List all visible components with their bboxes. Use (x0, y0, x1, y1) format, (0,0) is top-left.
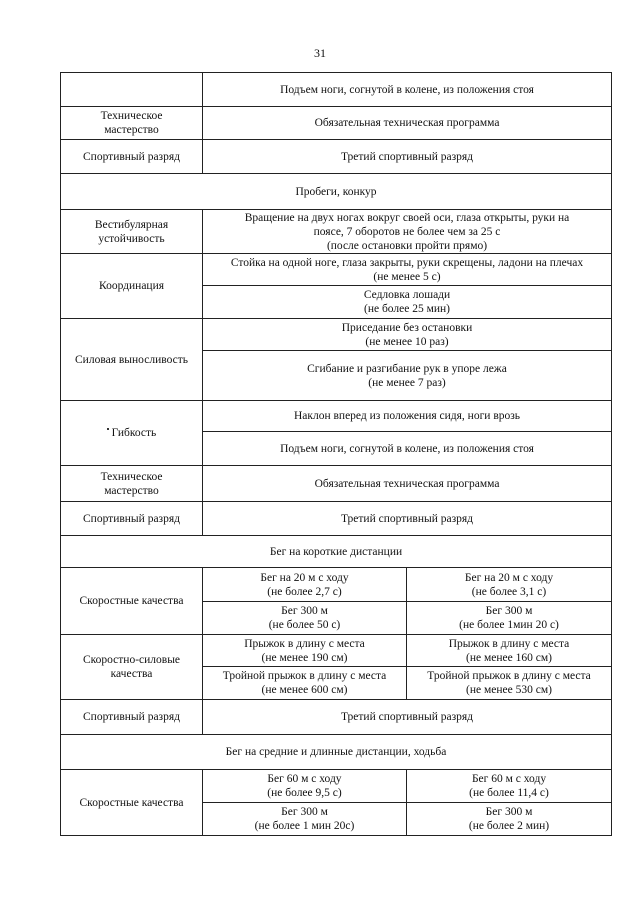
exercise-cell: Подъем ноги, согнутой в колене, из положения стоя (203, 432, 612, 466)
category-label: мастерство (104, 124, 159, 136)
stray-mark (107, 428, 109, 430)
category-cell (61, 635, 203, 700)
exercise-text: Прыжок в длину с места (448, 637, 570, 650)
exercise-norm: (не более 2,7 с) (267, 585, 342, 598)
category-cell: Скоростные качества (61, 568, 203, 635)
category-label: устойчивость (98, 232, 165, 245)
exercise-norm: (не более 25 мин) (363, 303, 451, 315)
norm-cell (203, 635, 407, 667)
category-label: мастерство (104, 484, 159, 497)
exercise-text: Тройной прыжок в длину с места (222, 670, 387, 682)
exercise-norm: (не более 1мин 20 с) (459, 619, 559, 631)
exercise-cell (203, 254, 612, 286)
section-header-row (61, 735, 612, 770)
exercise-norm: (не менее 530 см) (466, 684, 552, 696)
table-row (61, 770, 612, 803)
exercise-norm: (не менее 7 раз) (368, 376, 446, 389)
table-row (61, 107, 612, 140)
norm-cell (203, 568, 407, 602)
exercise-cell: Наклон вперед из положения сидя, ноги врозь (203, 401, 612, 432)
exercise-cell: Подъем ноги, согнутой в колене, из положения стоя (203, 73, 612, 107)
exercise-text: Бег на 20 м с ходу (260, 571, 349, 584)
norm-cell (203, 770, 407, 803)
exercise-text: поясе, 7 оборотов не более чем за 25 с (313, 225, 501, 238)
category-label: Техническое (100, 110, 163, 122)
exercise-text: Тройной прыжок в длину с места (427, 670, 591, 682)
category-cell: Силовая выносливость (61, 319, 203, 401)
category-cell: Спортивный разряд (61, 140, 203, 174)
norm-cell (407, 770, 612, 803)
section-title: Бег на короткие дистанции (61, 536, 612, 568)
category-label: Гибкость (111, 427, 157, 439)
exercise-norm: (не менее 160 см) (466, 651, 552, 664)
category-cell: Координация (61, 254, 203, 319)
table-row (61, 700, 612, 735)
section-title: Пробеги, конкур (61, 174, 612, 210)
table-row (61, 73, 612, 107)
exercise-text: Вращение на двух ногах вокруг своей оси, глаза открыты, руки на (244, 211, 570, 224)
exercise-norm: (не менее 10 раз) (365, 335, 449, 348)
exercise-cell: Обязательная техническая программа (203, 107, 612, 140)
category-cell: Скоростные качества (61, 770, 203, 836)
norm-cell (203, 602, 407, 635)
table-row (61, 140, 612, 174)
section-header-row (61, 174, 612, 210)
category-label: качества (110, 668, 153, 680)
exercise-cell (203, 286, 612, 319)
exercise-text: (после остановки пройти прямо) (326, 239, 488, 252)
exercise-norm: (не менее 600 см) (261, 684, 348, 696)
table-row (61, 568, 612, 602)
category-cell (61, 210, 203, 254)
exercise-cell: Третий спортивный разряд (203, 502, 612, 536)
category-label: Скоростно-силовые (82, 654, 181, 666)
exercise-cell (203, 210, 612, 254)
exercise-text: Бег 300 м (485, 605, 533, 617)
exercise-norm: (не более 2 мин) (468, 820, 550, 832)
exercise-cell: Обязательная техническая программа (203, 466, 612, 502)
exercise-text: Приседание без остановки (341, 321, 473, 334)
section-title: Бег на средние и длинные дистанции, ходьба (61, 735, 612, 770)
norm-cell (407, 602, 612, 635)
exercise-norm: (не более 1 мин 20с) (254, 820, 355, 832)
exercise-text: Бег 300 м (281, 806, 328, 818)
exercise-text: Бег 300 м (485, 806, 533, 818)
exercise-text: Бег на 20 м с ходу (464, 571, 554, 584)
norm-cell (407, 667, 612, 700)
exercise-norm: (не более 9,5 с) (267, 787, 342, 799)
exercise-text: Бег 60 м с ходу (471, 773, 547, 785)
exercise-text: Стойка на одной ноге, глаза закрыты, руки скрещены, ладони на плечах (230, 256, 584, 269)
table-row (61, 254, 612, 286)
exercise-cell (203, 351, 612, 401)
exercise-norm: (не менее 190 см) (261, 651, 348, 664)
category-cell (61, 466, 203, 502)
table-row (61, 635, 612, 667)
category-cell: Спортивный разряд (61, 502, 203, 536)
table-row (61, 210, 612, 254)
table-row (61, 319, 612, 351)
exercise-text: Прыжок в длину с места (244, 637, 365, 650)
exercise-text: Бег 300 м (281, 605, 328, 617)
exercise-norm: (не более 3,1 с) (471, 585, 547, 598)
category-cell (61, 401, 203, 466)
exercise-cell: Третий спортивный разряд (203, 140, 612, 174)
section-header-row (61, 536, 612, 568)
exercise-norm: (не более 50 с) (268, 619, 341, 631)
norm-cell (203, 803, 407, 836)
category-cell: Спортивный разряд (61, 700, 203, 735)
norm-cell (407, 803, 612, 836)
category-label: Вестибулярная (94, 218, 169, 231)
exercise-norm: (не более 11,4 с) (469, 787, 549, 799)
category-cell (61, 107, 203, 140)
norm-cell (203, 667, 407, 700)
table-row (61, 401, 612, 432)
norm-cell (407, 635, 612, 667)
category-label: Техническое (100, 470, 163, 483)
category-cell (61, 73, 203, 107)
exercise-norm: (не менее 5 с) (373, 270, 441, 283)
exercise-text: Сгибание и разгибание рук в упоре лежа (307, 362, 507, 375)
exercise-text: Седловка лошади (363, 289, 451, 301)
standards-table (60, 72, 612, 836)
page-number: 31 (314, 46, 326, 60)
table-row (61, 466, 612, 502)
exercise-text: Бег 60 м с ходу (267, 773, 342, 785)
exercise-cell: Третий спортивный разряд (203, 700, 612, 735)
table-row (61, 502, 612, 536)
exercise-cell (203, 319, 612, 351)
norm-cell (407, 568, 612, 602)
